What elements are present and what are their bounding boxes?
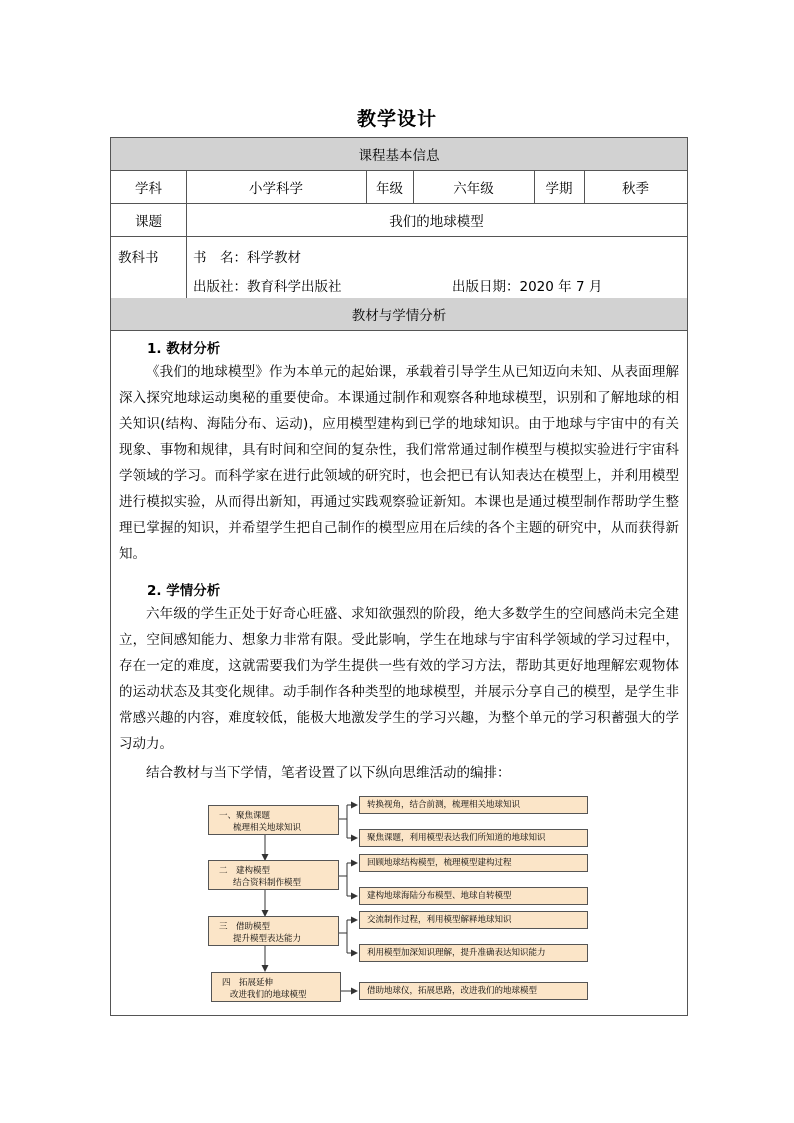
term-label: 学期	[545, 180, 573, 197]
flow-step-3	[208, 916, 339, 946]
textbook-label: 教科书	[118, 250, 159, 266]
student-analysis-paragraph: 六年级的学生正处于好奇心旺盛、求知欲强烈的阶段，绝大多数学生的空间感尚未完全建立，空间感知能力、想象力非常有限。受此影响，学生在地球与宇宙科学领域的学习过程中，存在一定的难度，这就需要我们为学生提供一些有效的学习方法，帮助其更好地理解宏观物体的运动状态及其变化规律。动手制作各种类型的地球模型，并展示分享自己的模型，是学生非常感兴趣的内容，难度较低，能极大地激发学生的学习兴趣，为整个单元的学习积蓄强大的学习动力。	[119, 606, 679, 752]
grade-value: 六年级	[453, 180, 494, 197]
flow-substep-3a: 交流制作过程，利用模型解释地球知识	[359, 911, 588, 929]
flow-substep-1b: 聚焦课题，利用模型表达我们所知道的地球知识	[359, 829, 588, 847]
publisher: 出版社：教育科学出版社	[193, 279, 342, 295]
page-title: 教学设计	[356, 108, 437, 130]
flow-substep-4a: 借助地球仪，拓展思路，改进我们的地球模型	[359, 982, 588, 1000]
flow-step-1-title: 一、聚焦课题	[219, 811, 271, 821]
flow-step-1	[208, 805, 339, 835]
flowchart-connectors	[111, 138, 687, 1015]
flow-substep-3b: 利用模型加深知识理解，提升准确表达知识能力	[359, 944, 588, 962]
flow-step-3-title: 三 借助模型	[219, 922, 271, 932]
flow-step-2	[208, 860, 339, 890]
subject-label: 学科	[135, 180, 162, 197]
materials-analysis-paragraph: 《我们的地球模型》作为本单元的起始课，承载着引导学生从已知迈向未知、从表面理解深入探究地球运动奥秘的重要使命。本课通过制作和观察各种地球模型，识别和了解地球的相关知识(结构、海陆分布、运动)，应用模型建构到已学的地球知识。由于地球与宇宙中的有关现象、事物和规律，具有时间和空间的复杂性，我们常常通过制作模型与模拟实验进行宇宙科学领域的学习。而科学家在进行此领域的研究时，也会把已有认知表达在模型上，并利用模型进行模拟实验，从而得出新知，再通过实践观察验证新知。本课也是通过模型制作帮助学生整理已掌握的知识，并希望学生把自己制作的模型应用在后续的各个主题的研究中，从而获得新知。	[119, 364, 679, 562]
flow-step-4	[211, 972, 341, 1002]
flow-substep-1a: 转换视角，结合前测，梳理相关地球知识	[359, 796, 588, 814]
flow-step-2-title: 二 建构模型	[219, 866, 271, 876]
flow-step-3-subtitle: 提升模型表达能力	[233, 934, 302, 944]
flow-step-1-subtitle: 梳理相关地球知识	[233, 823, 302, 833]
publish-date: 出版日期：2020 年 7 月	[452, 279, 603, 295]
flow-step-2-subtitle: 结合资料制作模型	[233, 878, 302, 888]
book-name: 书 名：科学教材	[193, 250, 301, 266]
materials-analysis-heading: 1. 教材分析	[147, 341, 221, 357]
topic-value: 我们的地球模型	[389, 213, 484, 230]
lesson-table	[110, 137, 688, 1016]
flow-substep-2b: 建构地球海陆分布模型、地球自转模型	[359, 887, 588, 905]
subject-value: 小学科学	[249, 180, 303, 197]
flow-step-4-title: 四 拓展延伸	[222, 978, 274, 988]
term-value: 秋季	[622, 180, 649, 197]
topic-label: 课题	[135, 213, 162, 230]
flow-substep-2a: 回顾地球结构模型，梳理模型建构过程	[359, 854, 588, 872]
flow-intro-paragraph: 结合教材与当下学情，笔者设置了以下纵向思维活动的编排：	[146, 765, 511, 781]
analysis-header: 教材与学情分析	[351, 308, 447, 324]
basic-info-header: 课程基本信息	[358, 148, 440, 164]
flow-step-4-subtitle: 改进我们的地球模型	[230, 990, 307, 1000]
student-analysis-heading: 2. 学情分析	[147, 583, 221, 599]
grade-label: 年级	[376, 180, 403, 197]
